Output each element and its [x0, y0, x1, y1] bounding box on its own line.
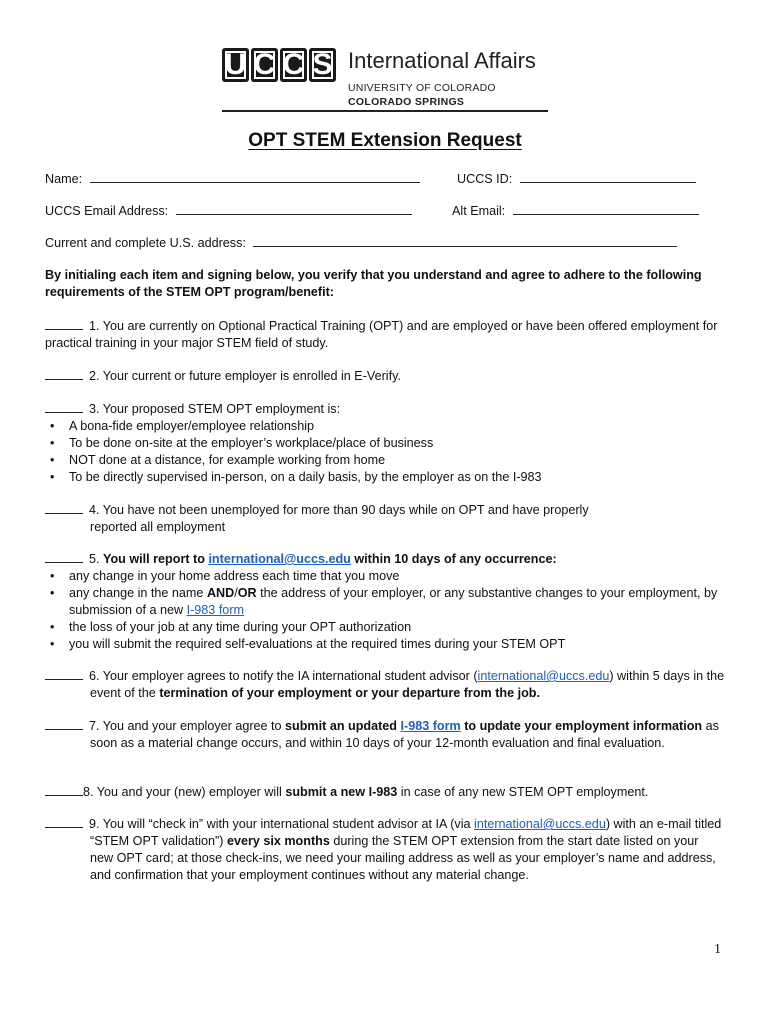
bullet-bold-and: AND — [206, 586, 235, 600]
address-label: Current and complete U.S. address: — [45, 236, 246, 250]
address-field — [45, 236, 677, 250]
requirement-8 — [45, 784, 725, 801]
requirement-9-text: 9. You will “check in” with your international student advisor at IA (via — [89, 817, 475, 831]
requirement-5-bold-1: You will report to — [103, 552, 209, 566]
email-link[interactable]: international@uccs.edu — [477, 669, 610, 683]
list-item: • To be directly supervised in-person, on a daily basis, by the employer as on the I-983 — [45, 469, 725, 486]
university-line-2: COLORADO SPRINGS — [348, 96, 465, 108]
requirement-5-prefix: 5. — [89, 552, 104, 566]
list-item: • To be done on-site at the employer’s workplace/place of business — [45, 435, 725, 452]
requirement-6-text: ) within 5 days in the event of the — [90, 669, 725, 700]
initial-blank-1[interactable] — [45, 318, 83, 330]
initial-blank-6[interactable] — [45, 668, 83, 680]
list-item: • you will submit the required self-evaluations at the required times during your STEM OPT — [45, 636, 725, 653]
i983-form-link[interactable]: I-983 form — [186, 603, 245, 617]
logo-letter-s: S — [309, 48, 336, 82]
initial-blank-7[interactable] — [45, 718, 83, 730]
requirement-8-text: 8. You and your (new) employer will — [83, 785, 286, 799]
i983-form-link[interactable]: I-983 form — [400, 719, 461, 733]
alt-email-blank[interactable] — [513, 204, 699, 215]
document-title: OPT STEM Extension Request — [248, 130, 522, 151]
header-rule — [222, 110, 548, 112]
initial-blank-4[interactable] — [45, 502, 83, 514]
requirement-5-bullets — [45, 568, 725, 653]
initial-blank-2[interactable] — [45, 368, 83, 380]
uccs-logo — [222, 44, 548, 112]
requirement-9-bold: every six months — [226, 834, 330, 848]
requirement-4-text-b: reported all employment — [90, 520, 226, 534]
requirement-6-bold: termination of your employment or your departure from the job. — [159, 686, 540, 700]
page-number: 1 — [714, 942, 721, 957]
list-item: • the loss of your job at any time during your OPT authorization — [45, 619, 725, 636]
requirement-5-bold-2: within 10 days of any occurrence: — [350, 552, 557, 566]
initial-blank-8[interactable] — [45, 784, 83, 796]
list-item: • any change in your home address each time that you move — [45, 568, 725, 585]
logo-letter-c1: C — [251, 48, 278, 82]
requirement-1 — [45, 318, 725, 352]
requirement-7-bold: to update your employment information — [460, 719, 703, 733]
org-name: International Affairs — [348, 48, 536, 73]
name-field — [45, 172, 420, 186]
uccs-logo-mark — [222, 48, 336, 82]
uccs-id-blank[interactable] — [520, 172, 696, 183]
university-line-1: UNIVERSITY OF COLORADO — [348, 82, 496, 94]
logo-letter-c2: C — [280, 48, 307, 82]
name-label: Name: — [45, 172, 83, 186]
requirement-8-bold: submit a new I-983 — [285, 785, 398, 799]
email-link[interactable]: international@uccs.edu — [474, 817, 606, 831]
uccs-id-label: UCCS ID: — [457, 172, 513, 186]
alt-email-field — [452, 204, 699, 218]
logo-letter-u: U — [222, 48, 249, 82]
initial-blank-9[interactable] — [45, 816, 83, 828]
requirement-3-lead: 3. Your proposed STEM OPT employment is: — [89, 402, 341, 416]
requirement-4 — [45, 502, 725, 536]
email-link[interactable]: international@uccs.edu — [208, 552, 351, 566]
requirement-5 — [45, 551, 725, 653]
bullet-text: any change in the name — [69, 586, 207, 600]
uccs-id-field — [457, 172, 696, 186]
bullet-bold-or: OR — [237, 586, 257, 600]
requirement-2-text: 2. Your current or future employer is enrolled in E-Verify. — [89, 369, 401, 383]
bullet-slash: / — [234, 586, 238, 600]
requirement-3-bullets — [45, 418, 725, 486]
requirement-9-text: ) with an e-mail titled “STEM OPT validation”) — [90, 817, 722, 848]
requirement-6-text: 6. Your employer agrees to notify the IA international student advisor ( — [89, 669, 478, 683]
alt-email-label: Alt Email: — [452, 204, 506, 218]
requirement-9-text: during the STEM OPT extension from the start date listed on your new OPT card; at those check-ins, we need your mailing address as well as your employer’s name and address, and confirmation that your employment continues without any material change. — [90, 834, 716, 882]
list-item — [45, 585, 725, 619]
name-blank[interactable] — [90, 172, 420, 183]
requirement-8-text: in case of any new STEM OPT employment. — [397, 785, 649, 799]
requirement-6 — [45, 668, 725, 702]
requirement-7-bold: submit an updated — [285, 719, 401, 733]
requirement-2 — [45, 368, 725, 385]
list-item: • NOT done at a distance, for example working from home — [45, 452, 725, 469]
requirement-7-text: as soon as a material change occurs, and within 10 days of your 12-month evaluation and final evaluation. — [90, 719, 719, 750]
initial-blank-5[interactable] — [45, 551, 83, 563]
requirement-7-text: 7. You and your employer agree to — [89, 719, 286, 733]
address-blank[interactable] — [253, 236, 677, 247]
requirement-9 — [45, 816, 725, 884]
requirement-7 — [45, 718, 725, 752]
email-field — [45, 204, 412, 218]
list-item: • A bona-fide employer/employee relationship — [45, 418, 725, 435]
email-label: UCCS Email Address: — [45, 204, 169, 218]
initial-blank-3[interactable] — [45, 401, 83, 413]
requirement-4-text-a: 4. You have not been unemployed for more than 90 days while on OPT and have properly — [89, 503, 589, 517]
email-blank[interactable] — [176, 204, 412, 215]
bullet-text: the address of your employer, or any substantive changes to your employment, by submission of a new — [69, 586, 718, 617]
intro-paragraph: By initialing each item and signing below, you verify that you understand and agree to adhere to the following requirements of the STEM OPT program/benefit: — [45, 268, 702, 299]
requirement-1-text: 1. You are currently on Optional Practical Training (OPT) and are employed or have been offered employment for practical training in your major STEM field of study. — [45, 319, 718, 350]
requirement-3 — [45, 401, 725, 486]
